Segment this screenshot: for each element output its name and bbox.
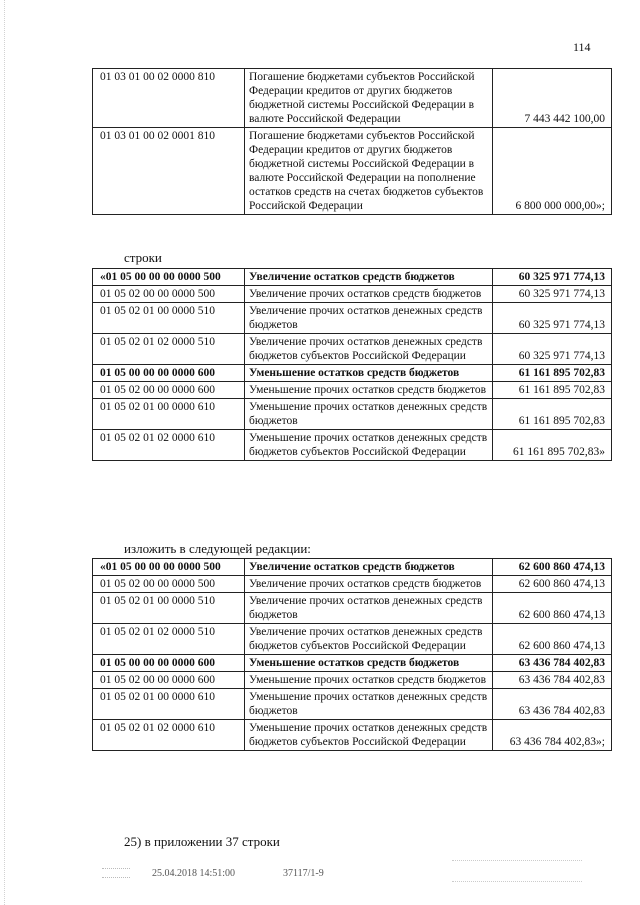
table-row xyxy=(93,430,612,461)
label-strings: строки xyxy=(124,250,162,265)
code-cell: 01 03 01 00 02 0000 810 xyxy=(93,69,245,128)
code-cell: 01 05 02 01 00 0000 510 xyxy=(93,593,245,624)
code-cell: «01 05 00 00 00 0000 500 xyxy=(93,559,245,576)
description-cell: Увеличение прочих остатков денежных средств бюджетов субъектов Российской Федерации xyxy=(245,624,493,655)
description-cell: Уменьшение прочих остатков средств бюджетов xyxy=(245,672,493,689)
amount-cell: 61 161 895 702,83 xyxy=(493,382,612,399)
description-cell: Уменьшение прочих остатков денежных средств бюджетов xyxy=(245,399,493,430)
amount-cell: 61 161 895 702,83 xyxy=(493,365,612,382)
faint-stamp-left xyxy=(102,868,130,878)
table-row xyxy=(93,286,612,303)
footer-date: 25.04.2018 14:51:00 xyxy=(152,868,236,879)
label-new-edition: изложить в следующей редакции: xyxy=(124,541,311,556)
code-cell: 01 03 01 00 02 0001 810 xyxy=(93,128,245,215)
table-row xyxy=(93,655,612,672)
budget-table-old-lines xyxy=(92,268,612,461)
amount-cell: 60 325 971 774,13 xyxy=(493,334,612,365)
description-cell: Увеличение прочих остатков средств бюджетов xyxy=(245,286,493,303)
amount-cell: 62 600 860 474,13 xyxy=(493,624,612,655)
amount-cell: 60 325 971 774,13 xyxy=(493,303,612,334)
code-cell: 01 05 02 00 00 0000 500 xyxy=(93,576,245,593)
table-row xyxy=(93,128,612,215)
code-cell: 01 05 02 01 00 0000 610 xyxy=(93,399,245,430)
description-cell: Увеличение остатков средств бюджетов xyxy=(245,269,493,286)
budget-table-previous-section xyxy=(92,68,612,215)
code-cell: 01 05 02 00 00 0000 500 xyxy=(93,286,245,303)
budget-table-new-lines xyxy=(92,558,612,751)
table-row xyxy=(93,559,612,576)
amount-cell: 61 161 895 702,83» xyxy=(493,430,612,461)
amount-cell: 60 325 971 774,13 xyxy=(493,269,612,286)
table-row xyxy=(93,593,612,624)
amount-cell: 62 600 860 474,13 xyxy=(493,576,612,593)
table-row xyxy=(93,576,612,593)
table-row xyxy=(93,399,612,430)
amount-cell: 61 161 895 702,83 xyxy=(493,399,612,430)
description-cell: Уменьшение остатков средств бюджетов xyxy=(245,365,493,382)
description-cell: Уменьшение прочих остатков средств бюджетов xyxy=(245,382,493,399)
footer-document-code: 37117/1-9 xyxy=(283,868,324,879)
table-row xyxy=(93,720,612,751)
page-number: 114 xyxy=(573,40,591,54)
description-cell: Увеличение прочих остатков денежных средств бюджетов xyxy=(245,593,493,624)
table-row xyxy=(93,69,612,128)
description-cell: Увеличение остатков средств бюджетов xyxy=(245,559,493,576)
description-cell: Уменьшение прочих остатков денежных средств бюджетов субъектов Российской Федерации xyxy=(245,720,493,751)
description-cell: Погашение бюджетами субъектов Российской Федерации кредитов от других бюджетов бюджетной системы Российской Федерации в валюте Российской Федерации xyxy=(245,69,493,128)
amount-cell: 63 436 784 402,83 xyxy=(493,672,612,689)
code-cell: 01 05 02 00 00 0000 600 xyxy=(93,672,245,689)
table-row xyxy=(93,382,612,399)
description-cell: Уменьшение прочих остатков денежных средств бюджетов субъектов Российской Федерации xyxy=(245,430,493,461)
description-cell: Уменьшение остатков средств бюджетов xyxy=(245,655,493,672)
description-cell: Увеличение прочих остатков денежных средств бюджетов субъектов Российской Федерации xyxy=(245,334,493,365)
table-row xyxy=(93,303,612,334)
faint-stamp-right xyxy=(452,860,582,882)
description-cell: Уменьшение прочих остатков денежных средств бюджетов xyxy=(245,689,493,720)
code-cell: 01 05 02 01 00 0000 610 xyxy=(93,689,245,720)
table-row xyxy=(93,624,612,655)
table-row xyxy=(93,689,612,720)
description-cell: Увеличение прочих остатков средств бюджетов xyxy=(245,576,493,593)
code-cell: 01 05 02 01 02 0000 610 xyxy=(93,430,245,461)
amount-cell: 63 436 784 402,83»; xyxy=(493,720,612,751)
code-cell: 01 05 02 01 02 0000 610 xyxy=(93,720,245,751)
code-cell: 01 05 00 00 00 0000 600 xyxy=(93,655,245,672)
table-row xyxy=(93,365,612,382)
code-cell: 01 05 02 01 02 0000 510 xyxy=(93,334,245,365)
amount-cell: 62 600 860 474,13 xyxy=(493,593,612,624)
table-row xyxy=(93,334,612,365)
table-row xyxy=(93,672,612,689)
description-cell: Погашение бюджетами субъектов Российской Федерации кредитов от других бюджетов бюджетной системы Российской Федерации в валюте Российской Федерации на пополнение остатков средств на счетах бюджетов субъектов Российской Федерации xyxy=(245,128,493,215)
amount-cell: 7 443 442 100,00 xyxy=(493,69,612,128)
description-cell: Увеличение прочих остатков денежных средств бюджетов xyxy=(245,303,493,334)
amount-cell: 6 800 000 000,00»; xyxy=(493,128,612,215)
code-cell: 01 05 02 01 02 0000 510 xyxy=(93,624,245,655)
amendment-item-25: 25) в приложении 37 строки xyxy=(124,834,280,849)
amount-cell: 63 436 784 402,83 xyxy=(493,689,612,720)
code-cell: «01 05 00 00 00 0000 500 xyxy=(93,269,245,286)
code-cell: 01 05 02 01 00 0000 510 xyxy=(93,303,245,334)
code-cell: 01 05 00 00 00 0000 600 xyxy=(93,365,245,382)
code-cell: 01 05 02 00 00 0000 600 xyxy=(93,382,245,399)
amount-cell: 63 436 784 402,83 xyxy=(493,655,612,672)
table-row xyxy=(93,269,612,286)
amount-cell: 62 600 860 474,13 xyxy=(493,559,612,576)
amount-cell: 60 325 971 774,13 xyxy=(493,286,612,303)
binding-margin-line xyxy=(4,0,6,905)
